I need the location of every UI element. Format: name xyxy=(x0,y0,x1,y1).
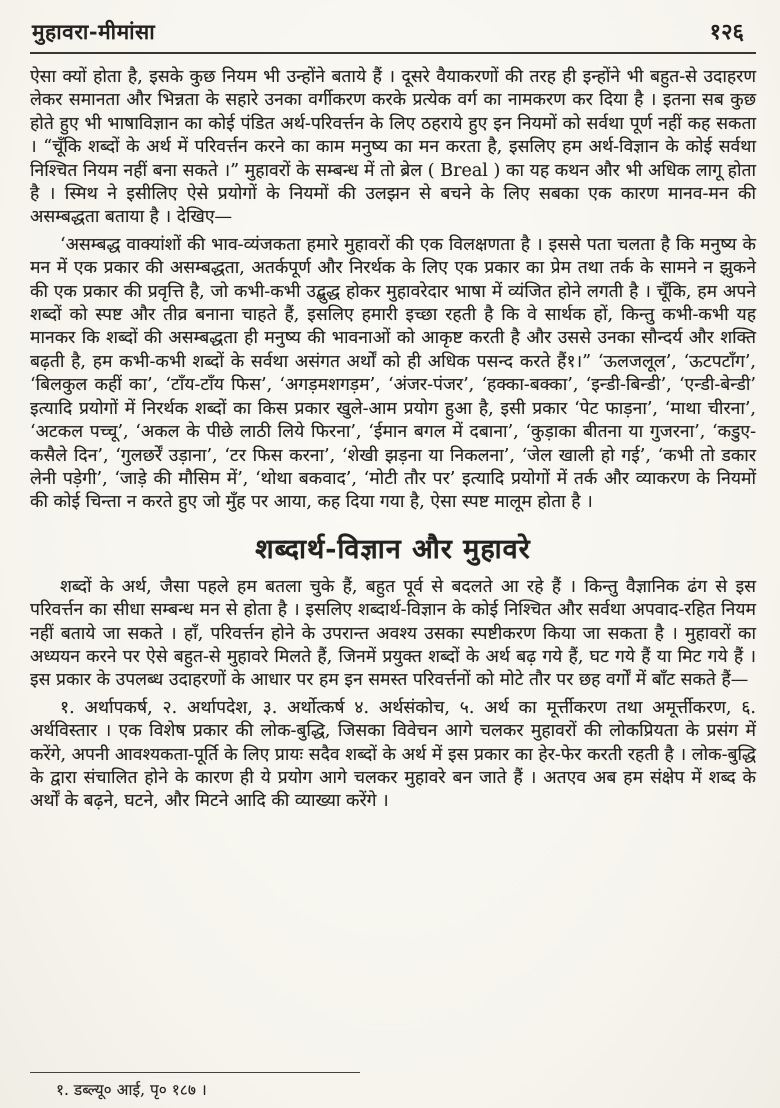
body-paragraph: शब्दों के अर्थ, जैसा पहले हम बतला चुके हैं, बहुत पूर्व से बदलते आ रहे हैं । किन्तु वैज्ञानिक ढंग से इस परिवर्त्तन का सीधा सम्बन्ध मन से होता है । इसलिए शब्दार्थ-विज्ञान के कोई निश्चित और सर्वथा अपवाद-रहित नियम नहीं बताये जा सकते । हाँ, परिवर्त्तन होने के उपरान्त अवश्य उसका स्पष्टीकरण किया जा सकता है । मुहावरों का अध्ययन करने पर ऐसे बहुत-से मुहावरे मिलते हैं, जिनमें प्रयुक्त शब्दों के अर्थ बढ़ गये हैं, घट गये हैं या मिट गये हैं । इस प्रकार के उपलब्ध उदाहरणों के आधार पर हम इन समस्त परिवर्त्तनों को मोटे तौर पर छह वर्गों में बाँट सकते हैं— xyxy=(30,576,756,691)
body-paragraph: ऐसा क्यों होता है, इसके कुछ नियम भी उन्होंने बताये हैं । दूसरे वैयाकरणों की तरह ही इन्होंने भी बहुत-से उदाहरण लेकर समानता और भिन्नता के सहारे उनका वर्गीकरण करके प्रत्येक वर्ग का नामकरण कर दिया है । इतना सब कुछ होते हुए भी भाषाविज्ञान का कोई पंडित अर्थ-परिवर्त्तन के लिए ठहराये हुए इन नियमों को सर्वथा पूर्ण नहीं कह सकता । “चूँकि शब्दों के अर्थ में परिवर्त्तन करने का काम मनुष्य का मन करता है, इसलिए हम अर्थ-विज्ञान के कोई सर्वथा निश्चित नियम नहीं बना सकते ।” मुहावरों के सम्बन्ध में तो ब्रेल ( Breal ) का यह कथन और भी अधिक लागू होता है । स्मिथ ने इसीलिए ऐसे प्रयोगों के नियमों की उलझन से बचने के लिए सबका एक कारण मानव-मन की असम्बद्धता बताया है । देखिए— xyxy=(30,67,757,228)
section-heading: शब्दार्थ-विज्ञान और मुहावरे xyxy=(255,533,531,565)
footnote-divider-rule xyxy=(30,1072,360,1073)
page-header xyxy=(30,12,756,54)
page-body xyxy=(30,66,756,814)
body-paragraph-enumeration: १. अर्थापकर्ष, २. अर्थापदेश, ३. अर्थोत्कर्ष ४. अर्थसंकोच, ५. अर्थ का मूर्त्तीकरण तथा अमूर्त्तीकरण, ६. अर्थविस्तार । एक विशेष प्रकार की लोक-बुद्धि, जिसका विवेचन आगे चलकर मुहावरों की लोकप्रियता के प्रसंग में करेंगे, अपनी आवश्यकता-पूर्ति के लिए प्रायः सदैव शब्दों के अर्थ में इस प्रकार का हेर-फेर करती रहती है । लोक-बुद्धि के द्वारा संचालित होने के कारण ही ये प्रयोग आगे चलकर मुहावरे बन जाते हैं । अतएव अब हम संक्षेप में शब्द के अर्थों के बढ़ने, घटने, और मिटने आदि की व्याख्या करेंगे । xyxy=(30,697,756,812)
footnote-text: १. डब्ल्यू० आई, पृ० १८७ । xyxy=(56,1081,207,1099)
page-number: १२६ xyxy=(709,19,744,45)
running-title: मुहावरा-मीमांसा xyxy=(32,19,156,44)
body-paragraph-quote: ‘असम्बद्ध वाक्यांशों की भाव-व्यंजकता हमारे मुहावरों की एक विलक्षणता है । इससे पता चलता है कि मनुष्य के मन में एक प्रकार की असम्बद्धता, अतर्कपूर्ण और निरर्थक के लिए एक प्रकार का प्रेम तथा तर्क के सामने न झुकने की एक प्रकार की प्रवृत्ति है, जो कभी-कभी उद्बुद्ध होकर मुहावरेदार भाषा में व्यंजित होने लगती है । चूँकि, हम अपने शब्दों को स्पष्ट और तीव्र बनाना चाहते हैं, इसलिए हमारी इच्छा रहती है कि वे सार्थक हों, किन्तु कभी-कभी यह मानकर कि शब्दों की असम्बद्धता ही मनुष्य की भावनाओं को आकृष्ट करती है और उससे उनका सौन्दर्य और शक्ति बढ़ती है, हम कभी-कभी शब्दों के सर्वथा असंगत अर्थों को ही अधिक पसन्द करते हैं१।” ‘ऊलजलूल’, ‘ऊटपटाँग’, ‘बिलकुल कहीं का’, ‘टाँय-टाँय फिस’, ‘अगड़मशगड़म’, ‘अंजर-पंजर’, ‘हक्का-बक्का’, ‘इन्डी-बिन्डी’, ‘एन्डी-बेन्डी’ इत्यादि प्रयोगों में निरर्थक शब्दों का किस प्रकार खुले-आम प्रयोग हुआ है, इसी प्रकार ‘पेट फाड़ना’, ‘माथा चीरना’, ‘अटकल पच्चू’, ‘अकल के पीछे लाठी लिये फिरना’, ‘ईमान बगल में दबाना’, ‘कुड़ाका बीतना या गुजरना’, ‘कडुए-कसैले दिन’, ‘गुलछर्रें उड़ाना’, ‘टर फिस करना’, ‘शेखी झड़ना या निकलना’, ‘जेल खाली हो गई’, ‘कभी तो डकार लेनी पड़ेगी’, ‘जाड़े की मौसिम में’, ‘थोथा बकवाद’, ‘मोटी तौर पर’ इत्यादि प्रयोगों में तर्क और व्याकरण के नियमों की कोई चिन्ता न करते हुए जो मुँह पर आया, कह दिया गया है, ऐसा स्पष्ट मालूम होता है । xyxy=(30,234,756,513)
footnote-section xyxy=(30,1072,750,1100)
